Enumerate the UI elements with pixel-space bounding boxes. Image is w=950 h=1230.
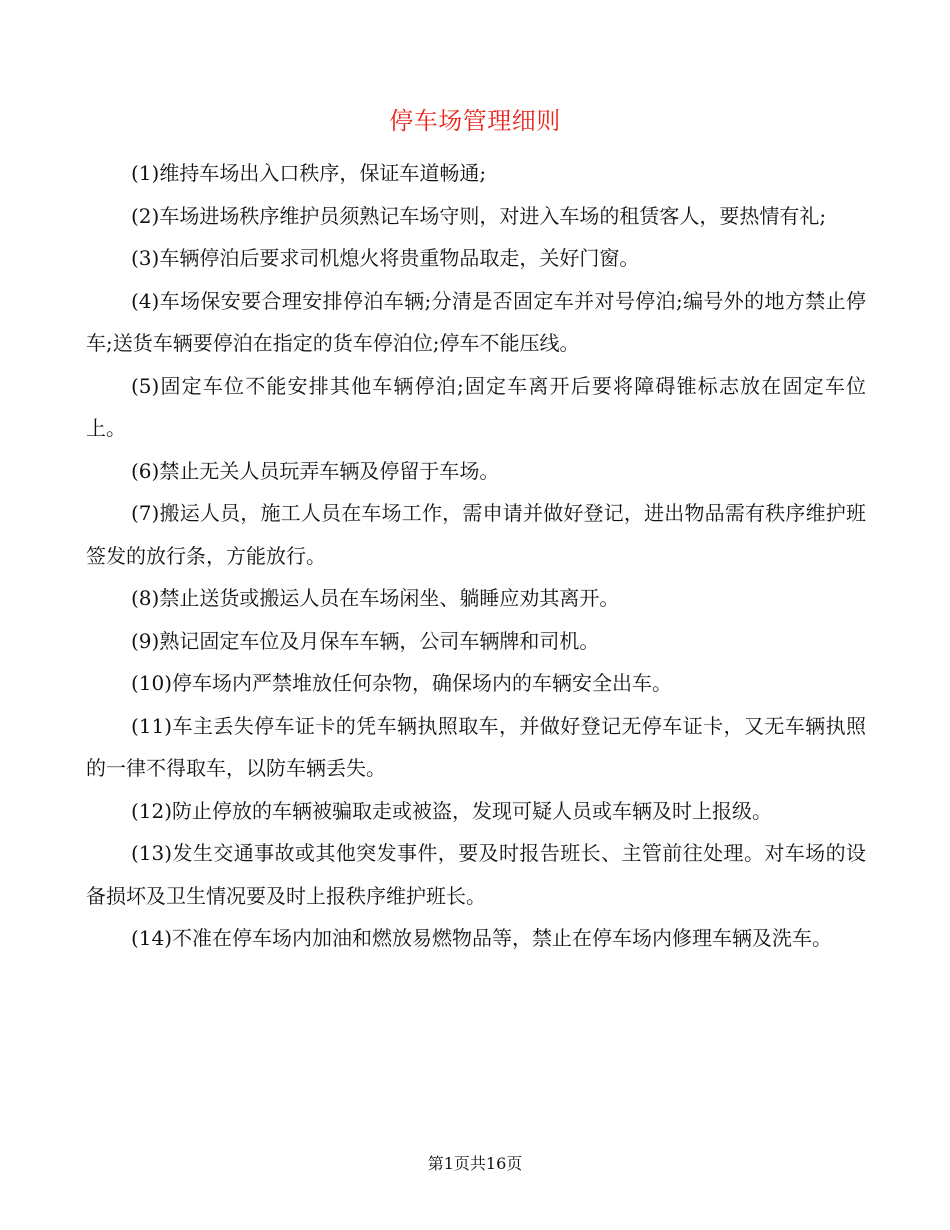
rule-paragraph-14: (14)不准在停车场内加油和燃放易燃物品等，禁止在停车场内修理车辆及洗车。 [131, 926, 833, 950]
rule-paragraph-10: (10)停车场内严禁堆放任何杂物，确保场内的车辆安全出车。 [131, 671, 673, 695]
document-title: 停车场管理细则 [389, 107, 561, 135]
rule-paragraph-7: (7)搬运人员，施工人员在车场工作，需申请并做好登记，进出物品需有秩序维护班签发的放行条，方能放行。 [86, 501, 866, 568]
rule-paragraph-6: (6)禁止无关人员玩弄车辆及停留于车场。 [131, 458, 500, 483]
rule-paragraph-13: (13)发生交通事故或其他突发事件，要及时报告班长、主管前往处理。对车场的设备损坏及卫生情况要及时上报秩序维护班长。 [86, 841, 866, 908]
rule-paragraph-12: (12)防止停放的车辆被骗取走或被盗，发现可疑人员或车辆及时上报级。 [131, 798, 773, 823]
rule-paragraph-11: (11)车主丢失停车证卡的凭车辆执照取车，并做好登记无停车证卡，又无车辆执照的一律不得取车，以防车辆丢失。 [86, 713, 866, 780]
document-body [86, 152, 866, 960]
rule-paragraph-9: (9)熟记固定车位及月保车车辆，公司车辆牌和司机。 [131, 628, 600, 653]
rule-paragraph-4: (4)车场保安要合理安排停泊车辆;分清是否固定车并对号停泊;编号外的地方禁止停车;送货车辆要停泊在指定的货车停泊位;停车不能压线。 [86, 288, 866, 355]
rule-paragraph-1: (1)维持车场出入口秩序，保证车道畅通; [131, 161, 487, 185]
rule-paragraph-2: (2)车场进场秩序维护员须熟记车场守则，对进入车场的租赁客人，要热情有礼; [131, 203, 827, 228]
page-number: 第1页共16页 [427, 1154, 523, 1173]
rule-paragraph-8: (8)禁止送货或搬运人员在车场闲坐、躺睡应劝其离开。 [131, 586, 620, 610]
rule-paragraph-3: (3)车辆停泊后要求司机熄火将贵重物品取走，关好门窗。 [131, 246, 640, 270]
rule-paragraph-5: (5)固定车位不能安排其他车辆停泊;固定车离开后要将障碍锥标志放在固定车位上。 [86, 373, 866, 440]
